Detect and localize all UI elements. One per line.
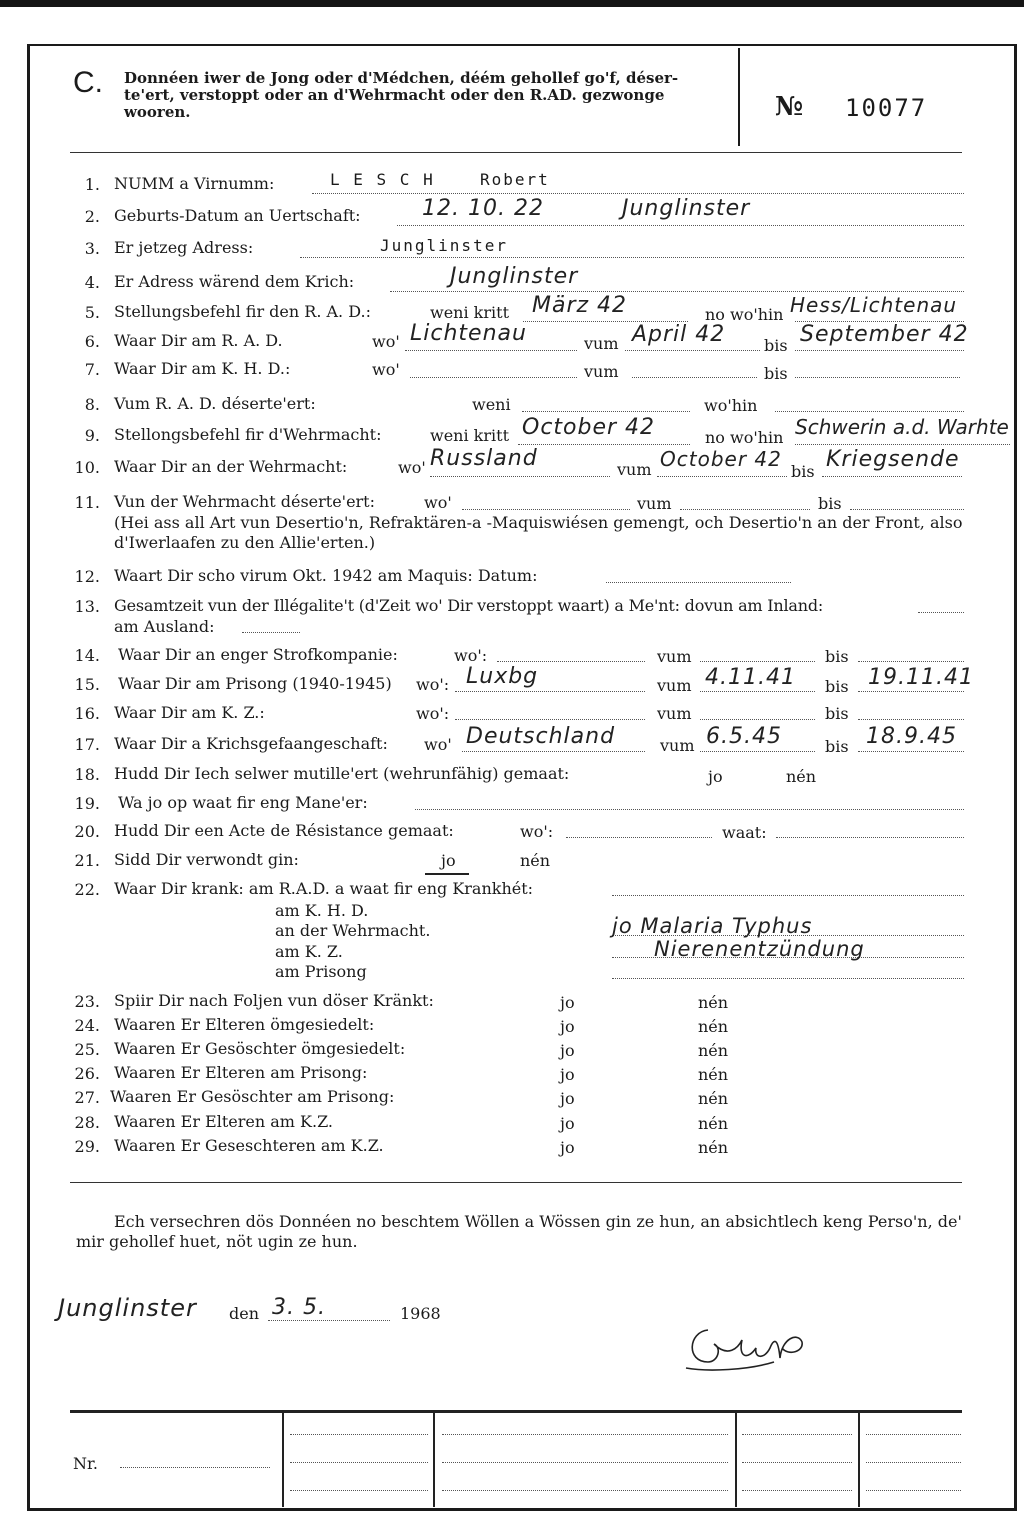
row-number: 15. bbox=[74, 675, 100, 694]
row-label: Waaren Er Elteren am K.Z. bbox=[114, 1112, 334, 1131]
fill-line bbox=[775, 411, 964, 412]
value-wm-where: Russland bbox=[430, 446, 538, 471]
footer-fill-line bbox=[742, 1462, 852, 1463]
footer-top-rule bbox=[70, 1410, 962, 1413]
value-illness-1: jo Malaria Typhus bbox=[612, 914, 813, 938]
word-wo: wo' bbox=[424, 735, 452, 754]
row-label: Vum R. A. D. déserte'ert: bbox=[114, 394, 316, 413]
row-label: Er Adress wärend dem Krich: bbox=[114, 272, 355, 291]
sub-label-khd: am K. H. D. bbox=[275, 901, 369, 920]
word-wo: wo' bbox=[372, 332, 400, 351]
value-surname: L E S C H bbox=[330, 170, 435, 189]
fill-line bbox=[518, 444, 690, 445]
value-pow-to: 18.9.45 bbox=[866, 724, 957, 749]
word-vum: vum bbox=[657, 647, 692, 666]
fill-line bbox=[566, 837, 712, 838]
row-label: Waaren Er Elteren ömgesiedelt: bbox=[114, 1015, 375, 1034]
row-number: 1. bbox=[84, 175, 100, 194]
value-address-war: Junglinster bbox=[450, 264, 579, 289]
value-wm-to: Kriegsende bbox=[826, 447, 960, 472]
row-number: 27. bbox=[74, 1088, 100, 1107]
footer-fill-line bbox=[442, 1462, 728, 1463]
word-vum: vum bbox=[637, 494, 672, 513]
word-no-wohin: no wo'hin bbox=[705, 428, 784, 447]
word-bis: bis bbox=[764, 364, 788, 383]
row-number: 21. bbox=[74, 851, 100, 870]
fill-line bbox=[312, 193, 964, 194]
sub-label-prisong: am Prisong bbox=[275, 962, 367, 981]
row-label: Waart Dir scho virum Okt. 1942 am Maquis: Datum: bbox=[114, 566, 538, 585]
row-number: 22. bbox=[74, 880, 100, 899]
signature-place: Junglinster bbox=[58, 1294, 197, 1322]
word-bis: bis bbox=[825, 677, 849, 696]
footer-fill-line bbox=[290, 1490, 428, 1491]
option-nen: nén bbox=[698, 1114, 729, 1133]
row-label: Hudd Dir Iech selwer mutille'ert (wehrunfähig) gemaat: bbox=[114, 764, 570, 783]
fill-line bbox=[462, 751, 645, 752]
value-prison-to: 19.11.41 bbox=[868, 665, 974, 690]
row-label: Waaren Er Geseschteren am K.Z. bbox=[114, 1136, 384, 1155]
section-letter: C. bbox=[73, 66, 103, 99]
footer-fill-line bbox=[866, 1490, 961, 1491]
word-bis: bis bbox=[764, 336, 788, 355]
word-vum: vum bbox=[584, 334, 619, 353]
value-wm-from: October 42 bbox=[660, 447, 782, 471]
fill-line bbox=[858, 719, 964, 720]
footer-fill-line bbox=[866, 1462, 961, 1463]
value-prison-from: 4.11.41 bbox=[705, 665, 796, 690]
fill-line bbox=[455, 719, 645, 720]
row-label: Waar Dir am Prisong (1940-1945) bbox=[118, 674, 392, 693]
footer-nr-label: Nr. bbox=[73, 1454, 98, 1473]
word-wo: wo': bbox=[520, 822, 554, 841]
row-number: 10. bbox=[74, 458, 100, 477]
fill-line bbox=[657, 476, 787, 477]
option-jo: jo bbox=[560, 993, 575, 1012]
value-rad-where: Lichtenau bbox=[410, 321, 527, 346]
option-nen: nén bbox=[698, 993, 729, 1012]
row-label: Waar Dir am K. H. D.: bbox=[114, 359, 291, 378]
fill-line bbox=[700, 691, 815, 692]
row-label: NUMM a Virnumm: bbox=[114, 174, 275, 193]
form-number: 10077 bbox=[845, 94, 928, 122]
value-prison-where: Luxbg bbox=[466, 664, 539, 689]
fill-line bbox=[300, 257, 964, 258]
fill-line bbox=[700, 751, 815, 752]
word-bis: bis bbox=[825, 704, 849, 723]
footer-fill-line bbox=[866, 1434, 961, 1435]
word-bis: bis bbox=[825, 737, 849, 756]
row-number: 14. bbox=[74, 646, 100, 665]
row-label: Wa jo op waat fir eng Mane'er: bbox=[118, 793, 368, 812]
fill-line bbox=[822, 476, 962, 477]
fill-line bbox=[268, 1320, 390, 1321]
option-jo: jo bbox=[560, 1017, 575, 1036]
value-rad-order-when: März 42 bbox=[532, 293, 628, 318]
fill-line bbox=[612, 978, 964, 979]
fill-line bbox=[397, 225, 964, 226]
fill-line bbox=[405, 350, 577, 351]
value-address-now: Junglinster bbox=[380, 236, 508, 255]
row-number: 6. bbox=[84, 332, 100, 351]
value-wm-order-when: October 42 bbox=[522, 415, 656, 440]
row-label: Gesamtzeit vun der Illégalite't (d'Zeit wo' Dir verstoppt waart) a Me'nt: dovun am Inland: bbox=[114, 596, 824, 615]
row-label: Spiir Dir nach Foljen vun döser Kränkt: bbox=[114, 991, 434, 1010]
header-divider bbox=[738, 48, 740, 146]
word-weni: weni bbox=[472, 395, 511, 414]
footer-fill-line bbox=[442, 1490, 728, 1491]
row-number: 5. bbox=[84, 303, 100, 322]
fill-line bbox=[700, 719, 815, 720]
word-wohin: wo'hin bbox=[704, 396, 758, 415]
option-jo: jo bbox=[560, 1041, 575, 1060]
footer-fill-line bbox=[290, 1434, 428, 1435]
fill-line bbox=[858, 661, 964, 662]
row-number: 19. bbox=[74, 794, 100, 813]
word-bis: bis bbox=[818, 494, 842, 513]
word-den: den bbox=[229, 1304, 260, 1323]
word-wo: wo': bbox=[416, 704, 450, 723]
option-jo: jo bbox=[560, 1089, 575, 1108]
fill-line bbox=[522, 411, 690, 412]
sub-label-kz: am K. Z. bbox=[275, 942, 343, 961]
row-label: Waaren Er Elteren am Prisong: bbox=[114, 1063, 368, 1082]
fill-line bbox=[606, 582, 791, 583]
option-jo: jo bbox=[560, 1114, 575, 1133]
option-jo: jo bbox=[560, 1065, 575, 1084]
option-nen: nén bbox=[698, 1041, 729, 1060]
word-wo: wo' bbox=[398, 458, 426, 477]
value-wm-order-where: Schwerin a.d. Warhte bbox=[795, 415, 1009, 439]
section-title: Donnéen iwer de Jong oder d'Médchen, déém gehollef go'f, déser- te'ert, verstoppt oder an d'Wehrmacht oder den R.AD. gezwonge wooren. bbox=[124, 69, 679, 121]
fill-line bbox=[497, 661, 645, 662]
row-number: 9. bbox=[84, 426, 100, 445]
fill-line bbox=[700, 661, 815, 662]
word-waat: waat: bbox=[722, 823, 767, 842]
fill-line bbox=[455, 691, 645, 692]
option-nen: nén bbox=[520, 851, 551, 870]
row-label: Hudd Dir een Acte de Résistance gemaat: bbox=[114, 821, 454, 840]
word-vum: vum bbox=[617, 460, 652, 479]
value-illness-2: Nierenentzündung bbox=[654, 937, 865, 961]
row-number: 18. bbox=[74, 765, 100, 784]
value-birth-place: Junglinster bbox=[622, 196, 751, 221]
value-rad-from: April 42 bbox=[632, 322, 726, 347]
row-label: Waar Dir a Krichsgefaangeschaft: bbox=[114, 734, 388, 753]
footer-col-divider bbox=[735, 1413, 737, 1507]
row-number: 26. bbox=[74, 1064, 100, 1083]
row-label: Waaren Er Gesöschter am Prisong: bbox=[110, 1087, 395, 1106]
sub-label-wehrmacht: an der Wehrmacht. bbox=[275, 921, 431, 940]
fill-line bbox=[242, 632, 300, 633]
selection-underline bbox=[425, 873, 469, 875]
declaration-text: Ech versechren dös Donnéen no beschtem Wöllen a Wössen gin ze hun, an absichtlech keng Perso'n, de' mir gehollef huet, nöt ugin ze hun. bbox=[76, 1212, 962, 1251]
fill-line bbox=[415, 809, 964, 810]
footer-nr-line bbox=[120, 1467, 270, 1468]
fill-line bbox=[390, 291, 964, 292]
row-number: 29. bbox=[74, 1137, 100, 1156]
footer-col-divider bbox=[433, 1413, 435, 1507]
row-label: Waaren Er Gesöschter ömgesiedelt: bbox=[114, 1039, 406, 1058]
footer-fill-line bbox=[290, 1462, 428, 1463]
row-number: 3. bbox=[84, 239, 100, 258]
row-number: 24. bbox=[74, 1016, 100, 1035]
option-nen: nén bbox=[786, 767, 817, 786]
value-rad-order-where: Hess/Lichtenau bbox=[790, 293, 958, 317]
option-jo: jo bbox=[708, 767, 723, 786]
row11-note: (Hei ass all Art vun Desertio'n, Refraktären-a -Maquiswiésen gemengt, och Desertio'n an der Front, also d'Iwerlaafen zu den Allie'erten.) bbox=[114, 513, 963, 552]
footer-fill-line bbox=[742, 1434, 852, 1435]
row-number: 13. bbox=[74, 597, 100, 616]
row-label: Waar Dir am R. A. D. bbox=[114, 331, 283, 350]
footer-fill-line bbox=[742, 1490, 852, 1491]
row-label: Er jetzeg Adress: bbox=[114, 238, 254, 257]
row-number: 20. bbox=[74, 822, 100, 841]
value-pow-from: 6.5.45 bbox=[706, 724, 782, 749]
option-nen: nén bbox=[698, 1089, 729, 1108]
word-vum: vum bbox=[660, 736, 695, 755]
row-label: Waar Dir am K. Z.: bbox=[114, 703, 265, 722]
word-wo: wo': bbox=[416, 675, 450, 694]
row-number: 2. bbox=[84, 207, 100, 226]
header-rule bbox=[70, 152, 962, 153]
row-number: 7. bbox=[84, 360, 100, 379]
row-number: 8. bbox=[84, 395, 100, 414]
value-pow-where: Deutschland bbox=[466, 724, 616, 749]
fill-line bbox=[795, 350, 964, 351]
row-number: 23. bbox=[74, 992, 100, 1011]
word-vum: vum bbox=[584, 362, 619, 381]
number-symbol: № bbox=[775, 92, 804, 122]
row-number: 28. bbox=[74, 1113, 100, 1132]
word-wo: wo' bbox=[424, 493, 452, 512]
word-vum: vum bbox=[657, 704, 692, 723]
footer-fill-line bbox=[442, 1434, 728, 1435]
word-no-wohin: no wo'hin bbox=[705, 305, 784, 324]
fill-line bbox=[795, 444, 1010, 445]
row-label: Vun der Wehrmacht déserte'ert: bbox=[114, 492, 375, 511]
row-label: Stellongsbefehl fir d'Wehrmacht: bbox=[114, 425, 382, 444]
word-am-ausland: am Ausland: bbox=[114, 617, 215, 636]
top-border bbox=[0, 0, 1024, 7]
fill-line bbox=[858, 691, 964, 692]
section-rule bbox=[70, 1182, 962, 1183]
row-number: 16. bbox=[74, 704, 100, 723]
fill-line bbox=[850, 509, 964, 510]
footer-col-divider bbox=[282, 1413, 284, 1507]
word-weni-kritt: weni kritt bbox=[430, 426, 509, 445]
fill-line bbox=[625, 350, 760, 351]
row-number: 11. bbox=[74, 493, 100, 512]
value-firstname: Robert bbox=[480, 170, 550, 189]
footer-col-divider bbox=[858, 1413, 860, 1507]
row-number: 4. bbox=[84, 273, 100, 292]
row-number: 17. bbox=[74, 735, 100, 754]
fill-line bbox=[430, 476, 610, 477]
row-label: Stellungsbefehl fir den R. A. D.: bbox=[114, 302, 371, 321]
row-label: Geburts-Datum an Uertschaft: bbox=[114, 206, 361, 225]
fill-line bbox=[462, 509, 630, 510]
word-vum: vum bbox=[657, 676, 692, 695]
option-jo-selected: jo bbox=[441, 851, 456, 870]
word-bis: bis bbox=[791, 462, 815, 481]
fill-line bbox=[612, 895, 964, 896]
word-wo: wo' bbox=[372, 360, 400, 379]
fill-line bbox=[680, 509, 810, 510]
row-label: Waar Dir an der Wehrmacht: bbox=[114, 457, 348, 476]
fill-line bbox=[918, 612, 964, 613]
row-label: Sidd Dir verwondt gin: bbox=[114, 850, 299, 869]
value-birth-date: 12. 10. 22 bbox=[422, 196, 544, 221]
fill-line bbox=[795, 377, 960, 378]
signature-graphic bbox=[678, 1318, 828, 1388]
fill-line bbox=[410, 377, 577, 378]
word-wo: wo': bbox=[454, 646, 488, 665]
option-nen: nén bbox=[698, 1065, 729, 1084]
row-number: 12. bbox=[74, 567, 100, 586]
row-label: Waar Dir an enger Strofkompanie: bbox=[118, 645, 398, 664]
row-number: 25. bbox=[74, 1040, 100, 1059]
option-jo: jo bbox=[560, 1138, 575, 1157]
fill-line bbox=[632, 377, 757, 378]
row-label: Waar Dir krank: am R.A.D. a waat fir eng Krankhét: bbox=[114, 879, 534, 898]
option-nen: nén bbox=[698, 1138, 729, 1157]
fill-line bbox=[776, 837, 964, 838]
word-bis: bis bbox=[825, 647, 849, 666]
signature-date: 3. 5. bbox=[272, 1295, 326, 1320]
signature-year: 1968 bbox=[400, 1304, 441, 1323]
value-rad-to: September 42 bbox=[800, 322, 969, 347]
fill-line bbox=[858, 751, 964, 752]
word-weni-kritt: weni kritt bbox=[430, 303, 509, 322]
option-nen: nén bbox=[698, 1017, 729, 1036]
